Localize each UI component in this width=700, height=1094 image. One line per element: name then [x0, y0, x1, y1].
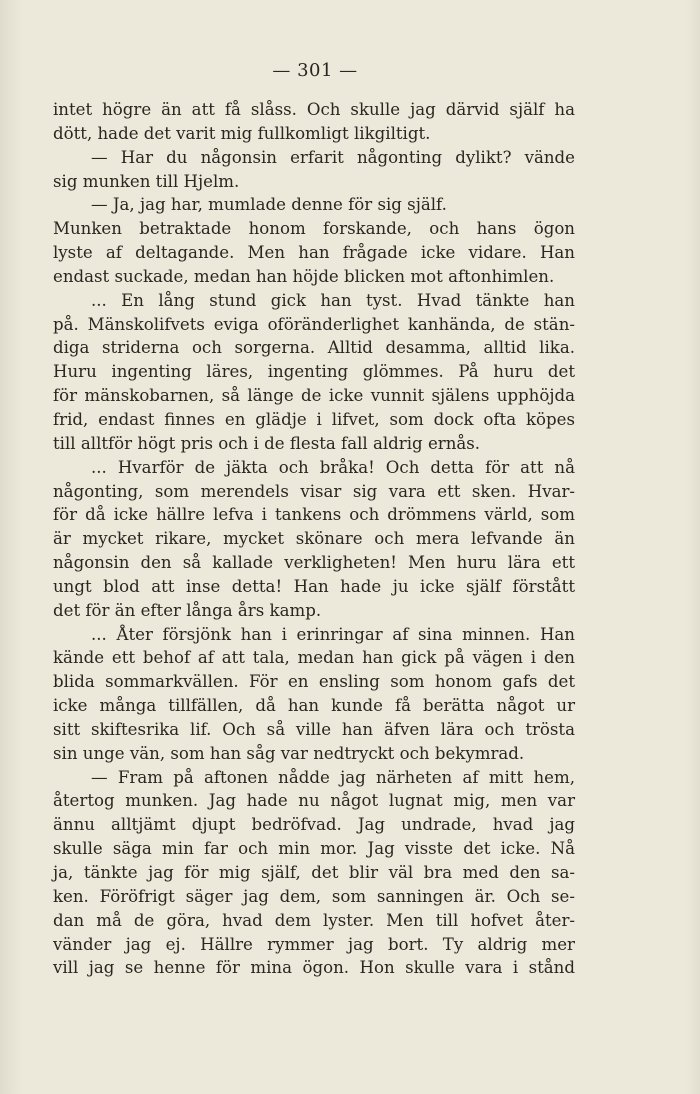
text-line: blida sommarkvällen. För en ensling som honom gafs det: [53, 672, 575, 692]
text-line: ja, tänkte jag för mig själf, det blir väl bra med den sa-: [53, 863, 575, 882]
text-line: icke många tillfällen, då han kunde få berätta något ur: [53, 696, 575, 716]
text-line: ... En lång stund gick han tyst. Hvad tänkte han: [91, 290, 575, 310]
text-line: diga striderna och sorgerna. Alltid desamma, alltid lika.: [53, 338, 575, 358]
text-line: kände ett behof af att tala, medan han gick på vägen i den: [53, 648, 575, 668]
text-line: Huru ingenting läres, ingenting glömmes. På huru det: [53, 362, 575, 382]
text-line: — Ja, jag har, mumlade denne för sig själf.: [91, 195, 447, 215]
text-line: någonsin den så kallade verkligheten! Men huru lära ett: [53, 553, 575, 573]
text-line: frid, endast finnes en glädje i lifvet, som dock ofta köpes: [53, 409, 575, 429]
text-line: ännu alltjämt djupt bedröfvad. Jag undrade, hvad jag: [53, 815, 575, 835]
text-line: dan må de göra, hvad dem lyster. Men till hofvet åter-: [53, 910, 575, 930]
text-line: intet högre än att få slåss. Och skulle jag därvid själf ha: [53, 100, 575, 119]
text-line: är mycket rikare, mycket skönare och mera lefvande än: [53, 529, 575, 549]
body-text: [53, 98, 575, 980]
text-line: sin unge vän, som han såg var nedtryckt och bekymrad.: [53, 743, 525, 763]
text-line: dött, hade det varit mig fullkomligt likgiltigt.: [53, 123, 431, 143]
page-number: — 301 —: [272, 60, 358, 81]
text-line: till alltför högt pris och i de flesta fall aldrig ernås.: [53, 433, 481, 453]
text-line: vill jag se henne för mina ögon. Hon skulle vara i stånd: [53, 958, 575, 978]
text-line: någonting, som merendels visar sig vara ett sken. Hvar-: [53, 481, 575, 501]
text-line: — Fram på aftonen nådde jag närheten af mitt hem,: [91, 767, 575, 787]
text-line: — Har du någonsin erfarit någonting dylikt? vände: [91, 147, 575, 167]
text-line: sitt skiftesrika lif. Och så ville han äfven lära och trösta: [53, 719, 575, 739]
text-line: det för än efter långa års kamp.: [53, 600, 322, 620]
text-line: endast suckade, medan han höjde blicken mot aftonhimlen.: [53, 266, 555, 286]
text-line: sig munken till Hjelm.: [53, 171, 240, 191]
text-line: vänder jag ej. Hällre rymmer jag bort. Ty aldrig mer: [53, 934, 575, 954]
text-line: lyste af deltagande. Men han frågade icke vidare. Han: [53, 243, 575, 263]
text-line: ungt blod att inse detta! Han hade ju icke själf förstått: [53, 576, 575, 596]
text-line: för då icke hällre lefva i tankens och drömmens värld, som: [53, 505, 575, 525]
text-line: på. Mänskolifvets eviga oföränderlighet kanhända, de stän-: [53, 314, 575, 334]
text-line: ... Hvarför de jäkta och bråka! Och detta för att nå: [91, 457, 575, 477]
text-line: skulle säga min far och min mor. Jag visste det icke. Nå: [53, 839, 575, 859]
text-line: ken. Föröfrigt säger jag dem, som sanningen är. Och se-: [53, 886, 575, 906]
text-line: återtog munken. Jag hade nu något lugnat mig, men var: [53, 791, 575, 811]
text-line: ... Åter försjönk han i erinringar af sina minnen. Han: [91, 624, 575, 644]
text-line: för mänskobarnen, så länge de icke vunnit själens upphöjda: [53, 386, 575, 406]
text-line: Munken betraktade honom forskande, och hans ögon: [53, 219, 575, 239]
